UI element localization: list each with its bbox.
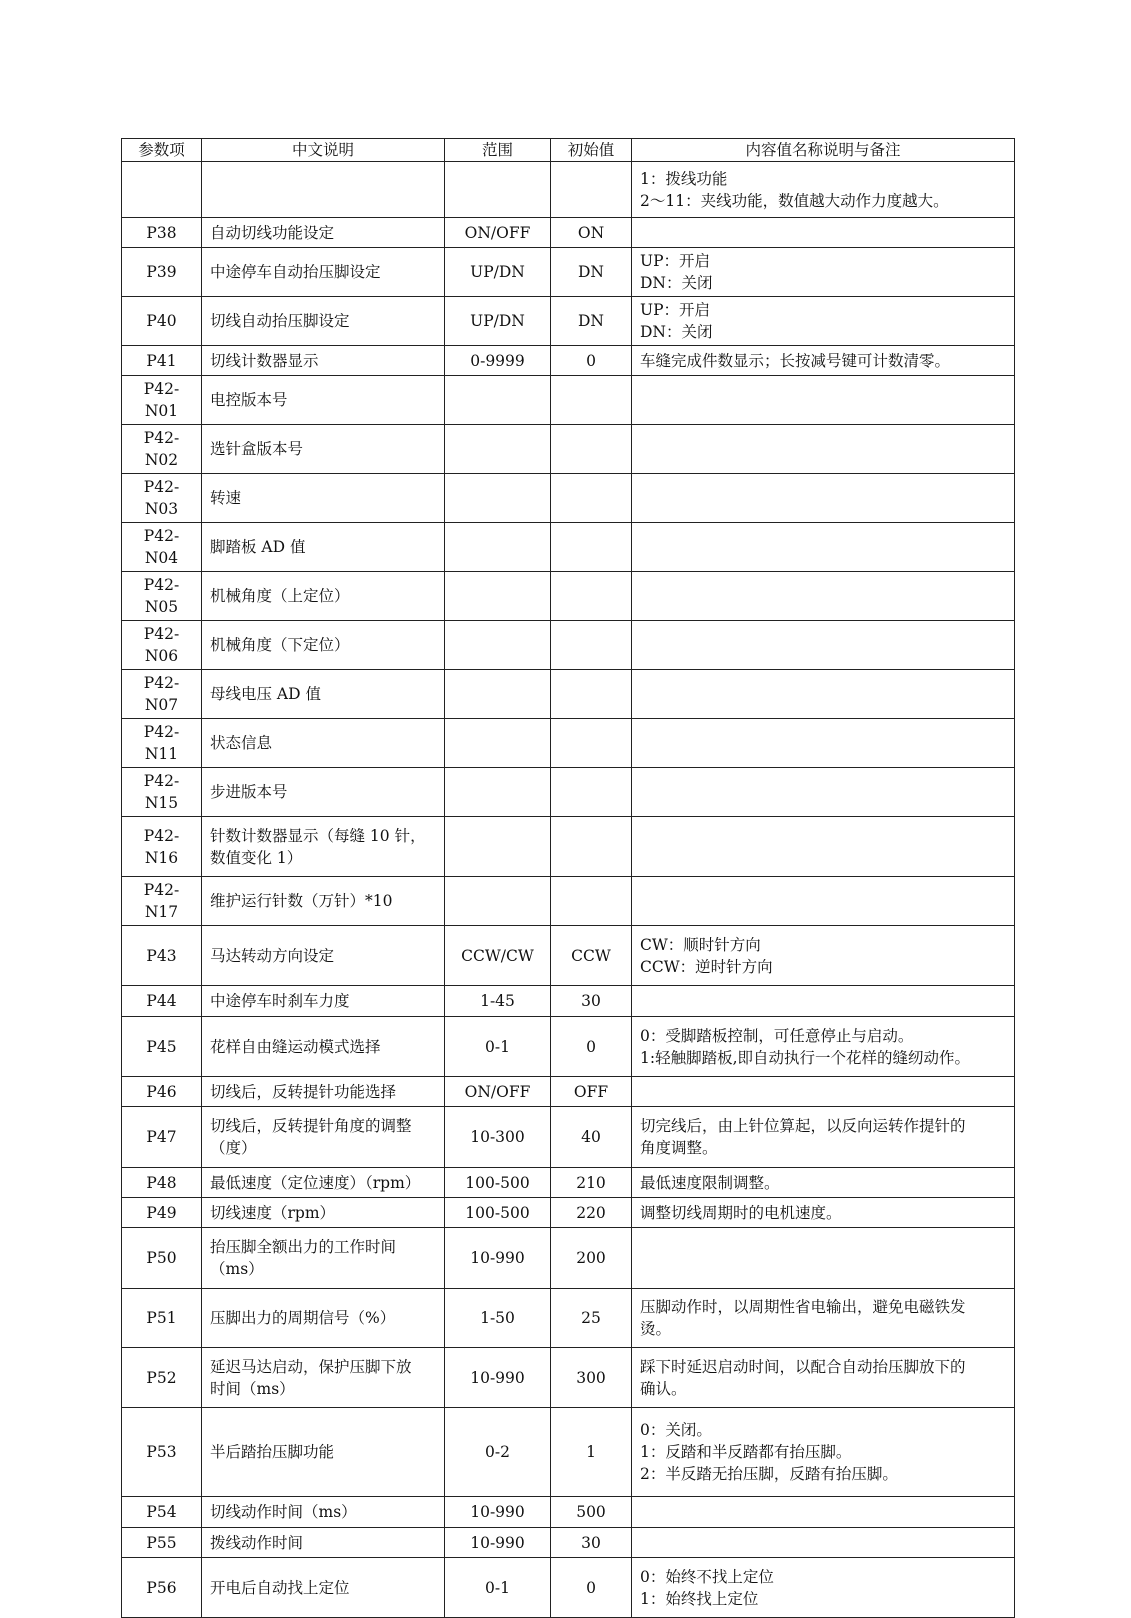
initial-value-cell: 300 [551,1348,632,1408]
table-row [122,817,1015,877]
table-row [122,1198,1015,1228]
table-row [122,670,1015,719]
param-id-cell [122,162,202,218]
description-line: 切线后，反转提针角度的调整 [210,1117,412,1135]
initial-value-cell [551,719,632,768]
description-line: 脚踏板 AD 值 [210,538,306,556]
description-cell [202,346,445,376]
table-row [122,986,1015,1017]
param-id-cell: P55 [122,1528,202,1558]
note-cell [632,1528,1015,1558]
description-line: 切线动作时间（ms） [210,1503,357,1521]
description-line: 中途停车时刹车力度 [210,992,350,1010]
initial-value-cell [551,376,632,425]
initial-value-cell: CCW [551,926,632,986]
table-row [122,1558,1015,1618]
note-cell [632,1107,1015,1168]
description-line: 抬压脚全额出力的工作时间 [210,1238,397,1256]
note-cell [632,1558,1015,1618]
param-id-cell: P45 [122,1017,202,1077]
note-cell [632,1497,1015,1528]
range-cell: ON/OFF [445,1077,551,1107]
param-id-cell: P42-N03 [122,474,202,523]
description-cell [202,1558,445,1618]
description-line: 半后踏抬压脚功能 [210,1443,335,1461]
initial-value-cell: 25 [551,1289,632,1348]
description-line: 开电后自动找上定位 [210,1578,350,1597]
note-cell [632,670,1015,719]
header-initial-value: 初始值 [551,139,632,162]
table-row [122,1228,1015,1289]
description-line: 机械角度（上定位） [210,587,350,605]
param-id-cell: P42-N11 [122,719,202,768]
header-description: 中文说明 [202,139,445,162]
description-line: 时间（ms） [210,1379,295,1398]
range-cell: 1-50 [445,1289,551,1348]
description-cell [202,376,445,425]
description-cell [202,1528,445,1558]
initial-value-cell [551,768,632,817]
range-cell [445,768,551,817]
range-cell: 1-45 [445,986,551,1017]
initial-value-cell [551,621,632,670]
initial-value-cell: 200 [551,1228,632,1289]
param-id-cell: P38 [122,218,202,248]
note-line: 压脚动作时，以周期性省电输出，避免电磁铁发 [640,1298,966,1316]
note-line: 车缝完成件数显示；长按减号键可计数清零。 [640,351,951,370]
note-cell [632,248,1015,297]
range-cell: 10-990 [445,1348,551,1408]
description-cell [202,1107,445,1168]
initial-value-cell: 30 [551,1528,632,1558]
table-row [122,218,1015,248]
description-cell [202,1077,445,1107]
param-id-cell: P42-N05 [122,572,202,621]
note-line: UP：开启 [640,301,710,319]
table-row [122,572,1015,621]
table-row [122,877,1015,926]
note-line: 0：关闭。 [640,1421,712,1439]
initial-value-cell: 0 [551,346,632,376]
note-cell [632,346,1015,376]
description-line: 维护运行针数（万针）*10 [210,892,393,910]
note-cell [632,523,1015,572]
range-cell: 10-990 [445,1528,551,1558]
note-line: 0：始终不找上定位 [640,1567,774,1586]
initial-value-cell: OFF [551,1077,632,1107]
range-cell: 0-2 [445,1408,551,1497]
table-row [122,297,1015,346]
note-cell [632,1017,1015,1077]
param-id-cell: P42-N06 [122,621,202,670]
description-cell [202,670,445,719]
param-id-cell: P47 [122,1107,202,1168]
range-cell [445,376,551,425]
note-line: 1：拨线功能 [640,169,728,188]
description-line: 切线后，反转提针功能选择 [210,1082,397,1101]
range-cell [445,474,551,523]
param-id-cell: P50 [122,1228,202,1289]
note-cell [632,768,1015,817]
description-cell [202,1408,445,1497]
note-cell [632,572,1015,621]
note-cell [632,376,1015,425]
note-line: 2：半反踏无抬压脚，反踏有抬压脚。 [640,1465,898,1483]
description-cell [202,817,445,877]
description-cell [202,768,445,817]
initial-value-cell: DN [551,297,632,346]
description-line: （度） [210,1139,257,1157]
description-line: 转速 [210,489,242,507]
description-line: 母线电压 AD 值 [210,685,321,703]
note-cell [632,1289,1015,1348]
header-param-id: 参数项 [122,139,202,162]
initial-value-cell: 0 [551,1017,632,1077]
initial-value-cell: 30 [551,986,632,1017]
description-line: 压脚出力的周期信号（%） [210,1309,396,1327]
description-cell [202,297,445,346]
param-id-cell: P43 [122,926,202,986]
param-id-cell: P46 [122,1077,202,1107]
description-cell [202,926,445,986]
range-cell [445,877,551,926]
initial-value-cell [551,523,632,572]
note-cell [632,926,1015,986]
description-cell [202,1168,445,1198]
table-row [122,248,1015,297]
param-id-cell: P42-N01 [122,376,202,425]
table-row [122,1168,1015,1198]
description-line: 状态信息 [210,734,273,752]
note-line: 烫。 [640,1320,672,1338]
param-id-cell: P41 [122,346,202,376]
description-line: 机械角度（下定位） [210,636,350,654]
note-line: CW：顺时针方向 [640,935,761,954]
table-row [122,1497,1015,1528]
description-line: （ms） [210,1260,264,1278]
note-line: 1:轻触脚踏板,即自动执行一个花样的缝纫动作。 [640,1048,971,1067]
note-cell [632,474,1015,523]
initial-value-cell: 0 [551,1558,632,1618]
note-line: 调整切线周期时的电机速度。 [640,1203,842,1222]
range-cell: 10-990 [445,1228,551,1289]
initial-value-cell: 500 [551,1497,632,1528]
note-line: 最低速度限制调整。 [640,1173,780,1192]
table-row [122,162,1015,218]
table-row [122,1107,1015,1168]
description-cell [202,986,445,1017]
description-cell [202,1228,445,1289]
description-cell [202,523,445,572]
description-cell [202,162,445,218]
range-cell: 0-1 [445,1017,551,1077]
param-id-cell: P54 [122,1497,202,1528]
note-cell [632,1348,1015,1408]
param-id-cell: P53 [122,1408,202,1497]
description-cell [202,218,445,248]
description-cell [202,877,445,926]
description-cell [202,1348,445,1408]
range-cell [445,162,551,218]
param-id-cell: P39 [122,248,202,297]
note-line: DN：关闭 [640,274,713,292]
note-cell [632,877,1015,926]
range-cell: 100-500 [445,1168,551,1198]
initial-value-cell [551,474,632,523]
initial-value-cell [551,425,632,474]
range-cell: 100-500 [445,1198,551,1228]
table-row [122,425,1015,474]
table-row [122,926,1015,986]
note-line: CCW：逆时针方向 [640,957,773,976]
table-row [122,1077,1015,1107]
range-cell [445,425,551,474]
description-line: 切线自动抬压脚设定 [210,312,350,330]
table-row [122,1017,1015,1077]
note-cell [632,719,1015,768]
range-cell [445,817,551,877]
description-cell [202,474,445,523]
note-line: UP：开启 [640,252,710,270]
initial-value-cell [551,572,632,621]
parameter-table [121,138,1015,1618]
range-cell: UP/DN [445,248,551,297]
param-id-cell: P42-N04 [122,523,202,572]
table-row [122,474,1015,523]
note-line: 踩下时延迟启动时间，以配合自动抬压脚放下的 [640,1357,966,1376]
table-body [122,162,1015,1618]
note-cell [632,621,1015,670]
description-line: 数值变化 1） [210,848,303,867]
param-id-cell: P44 [122,986,202,1017]
note-cell [632,1408,1015,1497]
table-row [122,768,1015,817]
range-cell: 10-990 [445,1497,551,1528]
table-row [122,1348,1015,1408]
description-line: 延迟马达启动，保护压脚下放 [210,1357,412,1376]
note-cell [632,1228,1015,1289]
note-line: 1：始终找上定位 [640,1589,759,1608]
description-line: 马达转动方向设定 [210,946,335,965]
note-line: 切完线后，由上针位算起，以反向运转作提针的 [640,1117,966,1135]
initial-value-cell [551,817,632,877]
description-line: 电控版本号 [210,391,288,409]
range-cell: CCW/CW [445,926,551,986]
note-cell [632,218,1015,248]
note-line: 1：反踏和半反踏都有抬压脚。 [640,1443,852,1461]
description-line: 步进版本号 [210,783,288,801]
initial-value-cell: 210 [551,1168,632,1198]
description-line: 切线速度（rpm） [210,1203,336,1222]
range-cell: 10-300 [445,1107,551,1168]
range-cell: 0-9999 [445,346,551,376]
note-line: 角度调整。 [640,1139,718,1157]
description-line: 切线计数器显示 [210,351,319,370]
table-row [122,346,1015,376]
description-cell [202,248,445,297]
param-id-cell: P42-N02 [122,425,202,474]
description-cell [202,1497,445,1528]
description-line: 花样自由缝运动模式选择 [210,1037,381,1056]
note-cell [632,986,1015,1017]
note-cell [632,1077,1015,1107]
initial-value-cell [551,162,632,218]
note-line: 0：受脚踏板控制，可任意停止与启动。 [640,1026,914,1045]
note-cell [632,162,1015,218]
description-cell [202,621,445,670]
description-line: 中途停车自动抬压脚设定 [210,263,381,281]
range-cell [445,621,551,670]
param-id-cell: P51 [122,1289,202,1348]
table-row [122,523,1015,572]
range-cell [445,572,551,621]
range-cell: UP/DN [445,297,551,346]
table-row [122,719,1015,768]
param-id-cell: P48 [122,1168,202,1198]
description-line: 选针盒版本号 [210,440,304,458]
description-line: 拨线动作时间 [210,1533,304,1552]
description-cell [202,1017,445,1077]
range-cell [445,670,551,719]
param-id-cell: P40 [122,297,202,346]
initial-value-cell: DN [551,248,632,297]
description-cell [202,425,445,474]
param-id-cell: P42-N16 [122,817,202,877]
param-id-cell: P52 [122,1348,202,1408]
description-cell [202,1198,445,1228]
note-line: 2～11：夹线功能，数值越大动作力度越大。 [640,191,949,210]
description-line: 最低速度（定位速度）（rpm） [210,1173,421,1192]
note-cell [632,1198,1015,1228]
initial-value-cell: 1 [551,1408,632,1497]
param-id-cell: P42-N17 [122,877,202,926]
description-cell [202,719,445,768]
param-id-cell: P42-N07 [122,670,202,719]
table-row [122,621,1015,670]
initial-value-cell [551,877,632,926]
description-line: 针数计数器显示（每缝 10 针， [210,826,426,845]
description-line: 自动切线功能设定 [210,223,335,242]
initial-value-cell: 220 [551,1198,632,1228]
note-line: DN：关闭 [640,323,713,341]
note-cell [632,425,1015,474]
note-cell [632,1168,1015,1198]
header-notes: 内容值名称说明与备注 [632,139,1015,162]
initial-value-cell: ON [551,218,632,248]
param-id-cell: P42-N15 [122,768,202,817]
description-cell [202,572,445,621]
note-line: 确认。 [640,1379,687,1398]
header-range: 范围 [445,139,551,162]
initial-value-cell [551,670,632,719]
table-row [122,376,1015,425]
table-header-row [122,139,1015,162]
range-cell [445,719,551,768]
range-cell: ON/OFF [445,218,551,248]
range-cell: 0-1 [445,1558,551,1618]
note-cell [632,297,1015,346]
table-row [122,1289,1015,1348]
description-cell [202,1289,445,1348]
table-row [122,1408,1015,1497]
param-id-cell: P56 [122,1558,202,1618]
note-cell [632,817,1015,877]
param-id-cell: P49 [122,1198,202,1228]
range-cell [445,523,551,572]
table-row [122,1528,1015,1558]
initial-value-cell: 40 [551,1107,632,1168]
